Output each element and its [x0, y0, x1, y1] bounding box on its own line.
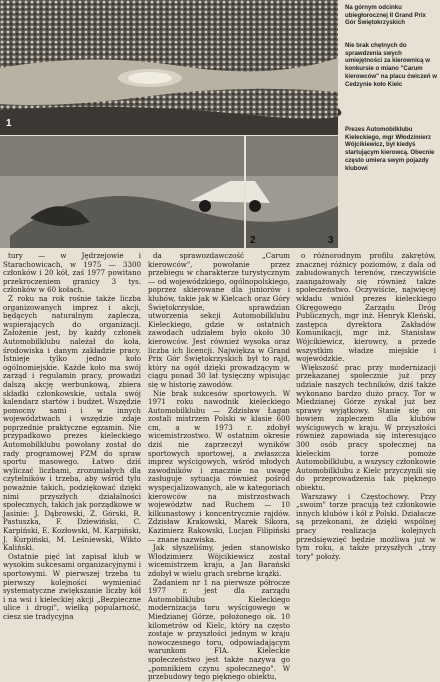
paragraph: Z roku na rok rośnie także liczba organizowanych imprez i akcji, będących naturalnym zaplecza, wspierających do organizacji. Założenie jest, by każdy członek Automobilklubu należał do koła, środowiska i danym zakładzie pracy. Istnieje tylko jedno koło ogólnomiejskie. Każde koło ma swój zarząd i regulamin pracy, prowadzi dalszą akcję werbunkową, zbiera składki członkowskie, ustala swój kalendarz startów i budżet. Wszędzie pomocny sami i w innych województwach i wszędzie zdaje poprzednie praktyczne egzamin. Nie przypadkowo prezes kieleckiego Automobilklubu powołany został do rady programowej PZM do spraw sportu masowego. Łatwo dziś wyliczać liczbami, zrozumiałych dla czytelników i trzeba, aby wśród tylu poważnie takich, podziękować dzięki nimi przyszłych działalności społecznych, takich jak porządkowe w Jasinie: J. Dąbrowski, Z. Górski, R. Pastuszka, F. Dziewiński, C. Karpiński, E. Kozłowski, M. Karpiński, J. Kurpiński, M. Leśniewski, Wikto Kaliński. — [3, 293, 141, 553]
figure-number-1: 1 — [6, 118, 12, 129]
photo-rally-crowd — [0, 0, 338, 135]
paragraph: tury — w Jędrzejowie i Starachowicach, w 1975 — 3300 członków i 20 kół, zaś 1977 powitano przekroczeniem granicy 3 tys. członków w 60 kołach. — [3, 251, 141, 295]
driving-test-image — [0, 136, 338, 248]
figure-number-3: 3 — [328, 235, 334, 246]
figure-number-2: 2 — [250, 235, 256, 246]
paragraph: Większość prac przy modernizacji przekazanej społecznie już przy udziale naszych techników, dziś także wykonano bardzo dużo pracy. Tor w Miedzianej Górze zyskał już bez sprawy wyjątkowy. Stanie się on bowiem zapleczem dla klubów wyścigowych w kraju. W przyszłości również zapowiada się interesująco 300 osób pracy społecznej na kieleckim torze pomoże Automobilklubu, a wszyscy członkowie Automobilklubu z Kielc przyczynili się do przeprowadzenia tak pięknego obiektu. — [296, 362, 436, 493]
article-column-middle — [148, 251, 290, 682]
caption-driving-contest: Nie brak chętnych do sprawdzenia swych umiejętności za kierownicą w konkursie o miano "Carum kierowców" na placu ćwiczeń w Cedzynie koło Kielc — [345, 42, 437, 88]
paragraph: Warszawy i Częstochowy. Przy „swoim" torze pracują też członkowie innych klubów i kół z Polski. Działacze są przekonani, że dzięki wspólnej pracy realizacja kolejnych przedsięwzięć będzie możliwa już w tym roku, a także przyszłych „trzy tory" położy. — [296, 491, 436, 561]
caption-grand-prix: Na górnym odcinku ubiegłorocznej II Grand Prix Gór Świętokrzyskich — [345, 4, 426, 27]
paragraph: Nie brak sukcesów sportowych. W 1971 roku nawodnik kieleckiego Automobilklubu — Zdzisław Łagan zostali mistrzem Polski w klasie 600 cm, a w 1973 r. zdobył wicemistrzostwo. W ostatnim okresie dziś nie zaprzeczył wyników sportowych sportowej, a zwłaszcza imprez wyścigowych, wśród młodych zawodników i znacznie na uwagę zasługuje sytuacja również pośród wyspecjalizowanych, ale w kategoriach kierowców na mistrzostwach województw nad Ruchem — 10 kilkunastowy i koncentrycznie rajdów. Zdzisław Krakowski, Marek Sikora, Kazimierz Rakowski, Lucjan Filipiński — znane nazwiska. — [148, 388, 290, 544]
paragraph: Jak słyszeliśmy, jeden stanowisko Włodzimierz Wójcikiewicz został wicemistrzem kraju, a Jan Barański zdobył w wielu grach srebrne krążki. — [148, 543, 290, 578]
photo-driving-test — [0, 136, 338, 248]
rally-crowd-image — [0, 0, 338, 135]
article-column-left — [3, 251, 141, 621]
paragraph: o różnorodnym profilu zakrętów, znacznej różnicy poziomów, z dala od zabudowanych terenów, rzeczywiście zaangażowały się również także społeczeństwo. Oczywiście, najwięcej wkładu wniósł prezes kieleckiego Okręgowego Zarządu Dróg Publicznych, mgr inż. Henryk Kleński, zastępca dyrektora Zakładów Komunikacji, mgr inż. Stanisław Wójcikiewicz, kierowcy, a przede wszystkim władze miejskie i wojewódzkie. — [296, 251, 436, 364]
caption-club-president: Prezes Automobilklubu Kieleckiego, mgr Włodzimierz Wójcikiewicz, był kiedyś startującym kierowcą. Obecnie często umiera swym pojazdy klubowi — [345, 126, 435, 172]
paragraph: da sprawozdawczość „Carum kierowców", powołanie przez przebiegu w charakterze turystycznym — od wojewódzkiego, ogólnopolskiego, poprzez skierowane dla juniorów i klubów, takie jak w Kielcach oraz Góry Świętokrzyskie, sprawdzian utworzenia sekcji Automobilklubu Kieleckiego, gdzie w ostatnich zawodach udziałem było około 30 kierowców. Jest również wysoka oraz liczba ich licencji. Najwiękza w Grand Prix Gór Świętokrzyskich był to rajd, który na ogół dzięki prowadzącym w ciągu ponad 30 lat tysięczny wpisując się w historię zawodów. — [148, 251, 290, 389]
paragraph: Ostatnie pięć lat zapisał klub w wysokim sukcesami organizacyjnymi i sportowymi. W pierwszej trzeba tu pierwszy kolejności wymieniać systematyczne zwiększanie liczby kół i na wsi i kieleckiej akcji „Bezpieczne ulice i drogi", wielką popularność, ciesz sie tradycyjna — [3, 551, 141, 621]
article-column-right — [296, 252, 436, 572]
paragraph: Zadaniem nr 1 na pierwsze półrocze 1977 r. jest dla zarządu Automobilklubu Kieleckiego modernizacja toru wyścigowego w Miedzianej Górze, położonego ok. 10 kilometrów od Kielc, który na często zostaje w przyszłości jednym w kraju nowoczesnego toru, odpowiadającym warunkom FIA. Kieleckie społeczeństwo jest także nazywa go „pomnikiem czynu społecznego". W przebudowy tego pięknego obiektu, — [148, 577, 290, 682]
